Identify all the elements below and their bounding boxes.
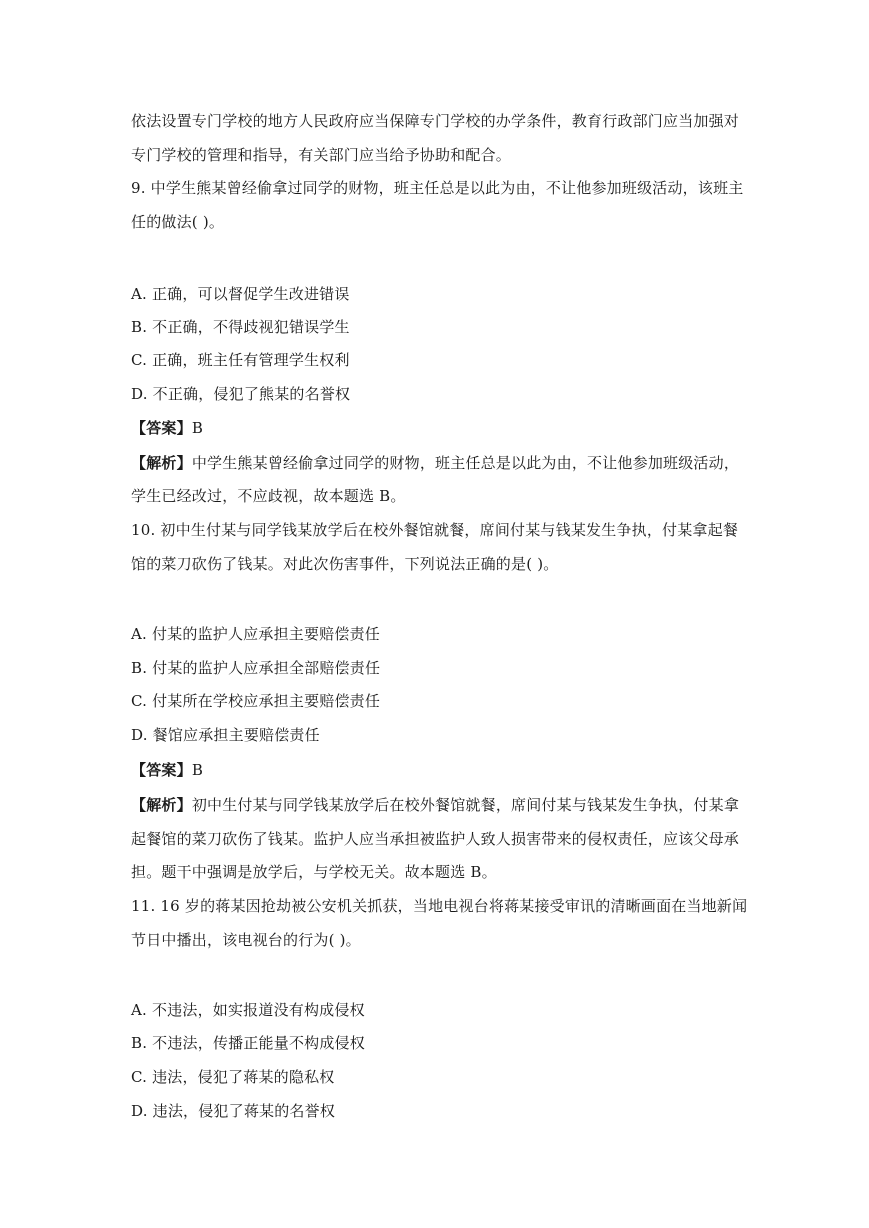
- question-9-analysis-cont: 学生已经改过，不应歧视，故本题选 B。: [131, 487, 406, 505]
- question-11-option-b: B. 不违法，传播正能量不构成侵权: [131, 1034, 365, 1052]
- answer-label: 【答案】: [131, 419, 192, 437]
- answer-value: B: [191, 761, 204, 779]
- question-9-option-b: B. 不正确，不得歧视犯错误学生: [131, 318, 350, 336]
- question-11-option-d: D. 违法，侵犯了蒋某的名誉权: [131, 1102, 336, 1120]
- analysis-text: 初中生付某与同学钱某放学后在校外餐馆就餐，席间付某与钱某发生争执，付某拿: [191, 796, 740, 814]
- question-10-stem: 馆的菜刀砍伤了钱某。对此次伤害事件，下列说法正确的是( )。: [131, 555, 559, 573]
- question-9-answer: [131, 418, 203, 438]
- question-9-option-d: D. 不正确，侵犯了熊某的名誉权: [131, 385, 351, 403]
- answer-label: 【答案】: [131, 761, 192, 779]
- question-10-analysis-cont: 起餐馆的菜刀砍伤了钱某。监护人应当承担被监护人致人损害带来的侵权责任，应该父母承: [131, 830, 740, 848]
- question-9-stem: 任的做法( )。: [131, 213, 225, 231]
- question-10-stem: 10. 初中生付某与同学钱某放学后在校外餐馆就餐，席间付某与钱某发生争执，付某拿起餐: [131, 521, 739, 539]
- question-10-answer: [131, 760, 203, 780]
- analysis-label: 【解析】: [131, 796, 192, 814]
- question-10-analysis: [131, 795, 739, 815]
- question-10-option-a: A. 付某的监护人应承担主要赔偿责任: [131, 625, 380, 643]
- question-9-stem: 9. 中学生熊某曾经偷拿过同学的财物，班主任总是以此为由，不让他参加班级活动，该班主: [131, 179, 744, 197]
- question-10-option-d: D. 餐馆应承担主要赔偿责任: [131, 726, 320, 744]
- question-9-option-a: A. 正确，可以督促学生改进错误: [131, 285, 350, 303]
- question-10-analysis-cont: 担。题干中强调是放学后，与学校无关。故本题选 B。: [131, 863, 497, 881]
- question-9-option-c: C. 正确，班主任有管理学生权利: [131, 351, 350, 369]
- question-11-stem: 节日中播出，该电视台的行为( )。: [131, 931, 361, 949]
- analysis-label: 【解析】: [131, 454, 192, 472]
- question-10-option-c: C. 付某所在学校应承担主要赔偿责任: [131, 692, 381, 710]
- question-11-option-a: A. 不违法，如实报道没有构成侵权: [131, 1001, 365, 1019]
- intro-line: 依法设置专门学校的地方人民政府应当保障专门学校的办学条件，教育行政部门应当加强对: [131, 112, 740, 130]
- question-11-option-c: C. 违法，侵犯了蒋某的隐私权: [131, 1068, 335, 1086]
- analysis-text: 中学生熊某曾经偷拿过同学的财物，班主任总是以此为由，不让他参加班级活动，: [191, 454, 740, 472]
- intro-line: 专门学校的管理和指导，有关部门应当给予协助和配合。: [131, 146, 512, 164]
- answer-value: B: [191, 419, 204, 437]
- question-9-analysis: [131, 453, 739, 473]
- question-10-option-b: B. 付某的监护人应承担全部赔偿责任: [131, 659, 381, 677]
- question-11-stem: 11. 16 岁的蒋某因抢劫被公安机关抓获，当地电视台将蒋某接受审讯的清晰画面在当地新闻: [131, 897, 748, 915]
